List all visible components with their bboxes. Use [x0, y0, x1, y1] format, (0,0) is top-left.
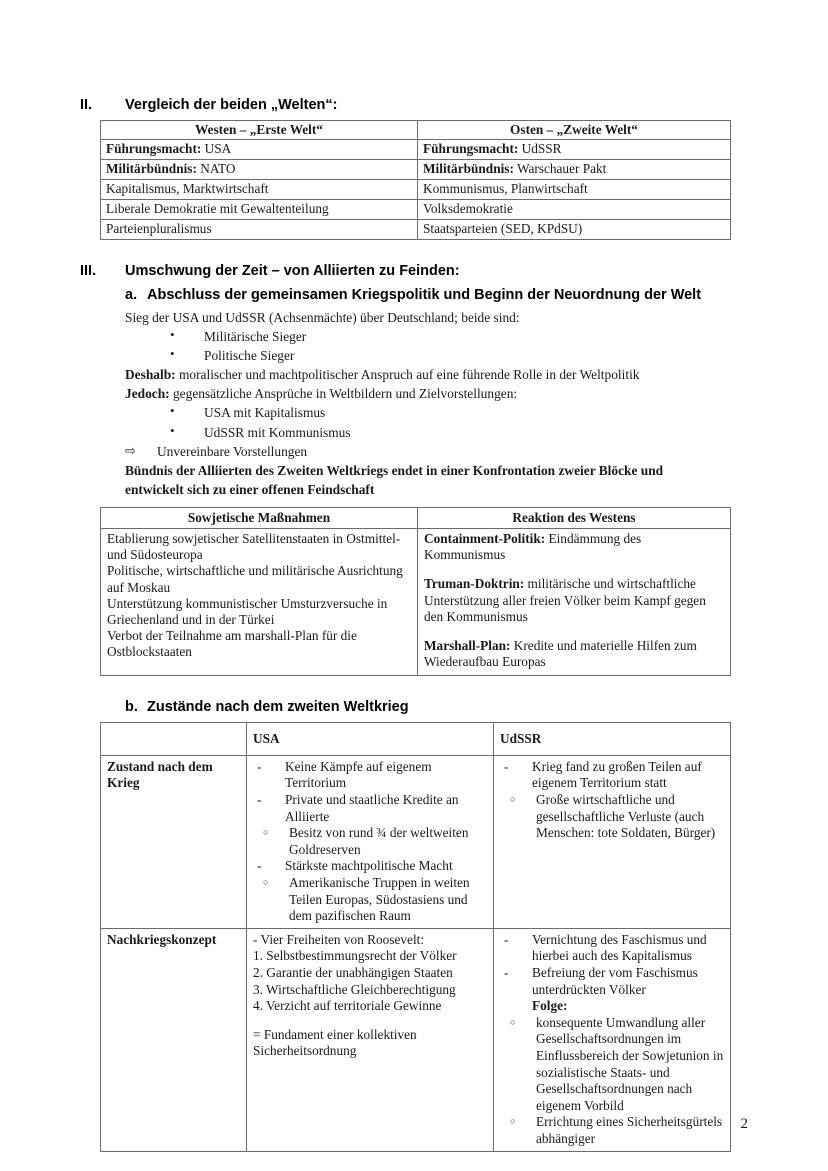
label-folge: Folge:: [532, 998, 568, 1014]
table-postwar-states: [100, 722, 731, 1152]
cell-east-parties: Staatsparteien (SED, KPdSU): [418, 220, 731, 240]
column-header-empty: [101, 722, 247, 755]
right-arrow-icon: ⇨: [125, 442, 136, 458]
paragraph-jedoch: [125, 384, 748, 403]
dash-list: [253, 858, 487, 875]
subsection-heading-a: [125, 286, 748, 305]
cell-label: Militärbündnis:: [106, 161, 197, 177]
cell-west-economy: Kapitalismus, Marktwirtschaft: [101, 180, 418, 200]
cell-value: NATO: [196, 161, 236, 177]
list-item: • Politische Sieger: [170, 346, 748, 365]
cell-usa-nachkriegskonzept: [247, 928, 494, 1151]
roosevelt-freedoms-list: [253, 932, 487, 1015]
list-item: • USA mit Kapitalismus: [170, 403, 748, 422]
column-header-west-reaction: Reaktion des Westens: [418, 507, 731, 528]
spacer: [424, 563, 724, 576]
table-row: [101, 160, 731, 180]
list-item: - Vier Freiheiten von Roosevelt:: [253, 931, 425, 947]
measure-line: Etablierung sowjetischer Satellitenstaaten in Ostmittel- und Südosteuropa: [107, 530, 401, 563]
cell-udssr-nachkriegskonzept: [494, 928, 731, 1151]
subsection-b-letter: b.: [125, 698, 138, 715]
conclusion-arrow-line: [125, 442, 748, 461]
text-jedoch: gegensätzliche Ansprüche in Weltbildern und Zielvorstellungen:: [169, 386, 518, 402]
reaction-label: Marshall-Plan:: [424, 637, 511, 653]
spacer: [424, 625, 724, 638]
cell-east-alliance: [418, 160, 731, 180]
section-ii-title: Vergleich der beiden „Welten“:: [125, 97, 338, 113]
table-comparison-worlds: [100, 120, 731, 240]
paragraph-conclusion: Bündnis der Alliierten des Zweiten Weltkriegs endet in einer Konfrontation zweier Blöcke und entwickelt sich zu einer offenen Feindschaft: [125, 462, 664, 497]
subsection-a-letter: a.: [125, 287, 138, 304]
list-item: ○ konsequente Umwandlung aller Gesellschaftsordnungen im Einflussbereich der Sowjetunion in sozialistische Staats- und Gesellschaftsordnungen nach eigenem Vorbild: [500, 1015, 724, 1115]
measure-line: Politische, wirtschaftliche und militärische Ausrichtung auf Moskau: [107, 563, 403, 595]
cell-west-parties: Parteienpluralismus: [101, 220, 418, 240]
list-item: - Vernichtung des Faschismus und hierbei auch des Kapitalismus: [500, 932, 724, 965]
list-item: - Stärkste machtpolitische Macht: [253, 858, 487, 875]
list-item: - Keine Kämpfe auf eigenem Territorium: [253, 759, 487, 792]
cell-label: Führungsmacht:: [423, 141, 519, 157]
cell-value: UdSSR: [518, 141, 562, 157]
list-item: • UdSSR mit Kommunismus: [170, 423, 748, 442]
reaction-truman: [424, 576, 724, 625]
cell-west-alliance: [101, 160, 418, 180]
text-deshalb: moralischer und machtpolitischer Anspruch auf eine führende Rolle in der Weltpolitik: [175, 367, 640, 383]
cell-value: Warschauer Pakt: [513, 161, 607, 177]
column-header-usa: USA: [247, 722, 494, 755]
list-item: - Krieg fand zu großen Teilen auf eigenem Territorium statt: [500, 759, 724, 792]
table-row: [101, 220, 731, 240]
list-item: ○ Besitz von rund ¾ der weltweiten Goldreserven: [253, 825, 487, 858]
reaction-text: militärische und wirtschaftliche Unterstützung aller freien Völker beim Kampf gegen den Kommunismus: [424, 576, 706, 624]
cell-value: USA: [201, 141, 232, 157]
list-item: 1. Selbstbestimmungsrecht der Völker: [253, 948, 457, 964]
cell-west-reactions: [418, 528, 731, 675]
cell-udssr-zustand: [494, 755, 731, 928]
section-iii-numeral: III.: [80, 263, 97, 280]
measure-line: Verbot der Teilnahme am marshall-Plan für die Ostblockstaaten: [107, 628, 357, 660]
cell-usa-zustand: [247, 755, 494, 928]
subsection-heading-b: [125, 698, 748, 717]
circle-list: [500, 792, 724, 842]
cell-west-leader: [101, 140, 418, 160]
section-ii-numeral: II.: [80, 97, 93, 113]
list-item: 4. Verzicht auf territoriale Gewinne: [253, 998, 442, 1014]
cell-label: Militärbündnis:: [423, 161, 514, 177]
spacer: [253, 1015, 487, 1027]
circle-list: [500, 1015, 724, 1148]
reaction-text: Kredite und materielle Hilfen zum Wiederaufbau Europas: [424, 637, 697, 670]
subsection-b-title: Zustände nach dem zweiten Weltkrieg: [147, 698, 409, 715]
list-item: = Fundament einer kollektiven Sicherheitsordnung: [253, 1026, 417, 1059]
table-row: [101, 140, 731, 160]
list-item: - Private und staatliche Kredite an Alliierte: [253, 792, 487, 825]
section-iii-title: Umschwung der Zeit – von Alliierten zu Feinden:: [125, 263, 460, 280]
list-item: ○ Amerikanische Truppen in weiten Teilen Europas, Südostasiens und dem pazifischen Raum: [253, 875, 487, 925]
column-header-udssr: UdSSR: [494, 722, 731, 755]
reaction-label: Truman-Doktrin:: [424, 576, 525, 592]
column-header-soviet-measures: Sowjetische Maßnahmen: [101, 507, 418, 528]
dash-list: [253, 759, 487, 825]
table-row: [101, 200, 731, 220]
cell-east-democracy: Volksdemokratie: [418, 200, 731, 220]
list-item: ○ Große wirtschaftliche und gesellschaftliche Verluste (auch Menschen: tote Soldaten, Bürger): [500, 792, 724, 842]
column-header-east: Osten – „Zweite Welt“: [418, 121, 731, 140]
bullet-list-victors: [170, 327, 748, 365]
reaction-marshall: [424, 638, 724, 670]
column-header-west: Westen – „Erste Welt“: [101, 121, 418, 140]
table-row: [101, 928, 731, 1151]
paragraph-intro: Sieg der USA und UdSSR (Achsenmächte) über Deutschland; beide sind:: [125, 310, 520, 326]
page-content: [80, 96, 748, 1152]
table-header-row: [101, 722, 731, 755]
subsection-a-title: Abschluss der gemeinsamen Kriegspolitik und Beginn der Neuordnung der Welt: [147, 287, 702, 304]
section-heading-ii: [80, 96, 748, 114]
measure-line: Unterstützung kommunistischer Umsturzversuche in Griechenland und in der Türkei: [107, 595, 388, 627]
table-header-row: [101, 121, 731, 140]
row-label-zustand: Zustand nach dem Krieg: [101, 755, 247, 928]
bullet-list-ideologies: [170, 403, 748, 441]
cell-east-economy: Kommunismus, Planwirtschaft: [418, 180, 731, 200]
reaction-text: Eindämmung des Kommunismus: [424, 530, 642, 563]
list-item: - Befreiung der vom Faschismus unterdrückten Völker: [500, 965, 724, 998]
cell-west-democracy: Liberale Demokratie mit Gewaltenteilung: [101, 200, 418, 220]
cell-soviet-measures: [101, 528, 418, 675]
page-number: 2: [740, 1116, 748, 1132]
table-row: [101, 755, 731, 928]
section-heading-iii: [80, 262, 748, 280]
circle-list: [253, 825, 487, 858]
label-deshalb: Deshalb:: [125, 367, 176, 383]
list-item: • Militärische Sieger: [170, 327, 748, 346]
dash-list: [500, 932, 724, 998]
cell-east-leader: [418, 140, 731, 160]
row-label-nachkriegskonzept: Nachkriegskonzept: [101, 928, 247, 1151]
table-row: [101, 528, 731, 675]
reaction-containment: [424, 531, 724, 563]
collective-security-note: [253, 1027, 487, 1060]
cell-label: Führungsmacht:: [106, 141, 202, 157]
list-item: ○ Errichtung eines Sicherheitsgürtels abhängiger: [500, 1114, 724, 1147]
table-row: [101, 180, 731, 200]
reaction-label: Containment-Politik:: [424, 530, 546, 546]
list-item: 2. Garantie der unabhängigen Staaten: [253, 965, 453, 980]
table-measures-reactions: [100, 507, 731, 676]
table-header-row: [101, 507, 731, 528]
dash-list: [500, 759, 724, 792]
paragraph-deshalb: [125, 365, 748, 384]
list-item: 3. Wirtschaftliche Gleichberechtigung: [253, 981, 456, 997]
label-jedoch: Jedoch:: [125, 386, 170, 402]
arrow-line-text: Unvereinbare Vorstellungen: [157, 443, 308, 459]
circle-list: [253, 875, 487, 925]
